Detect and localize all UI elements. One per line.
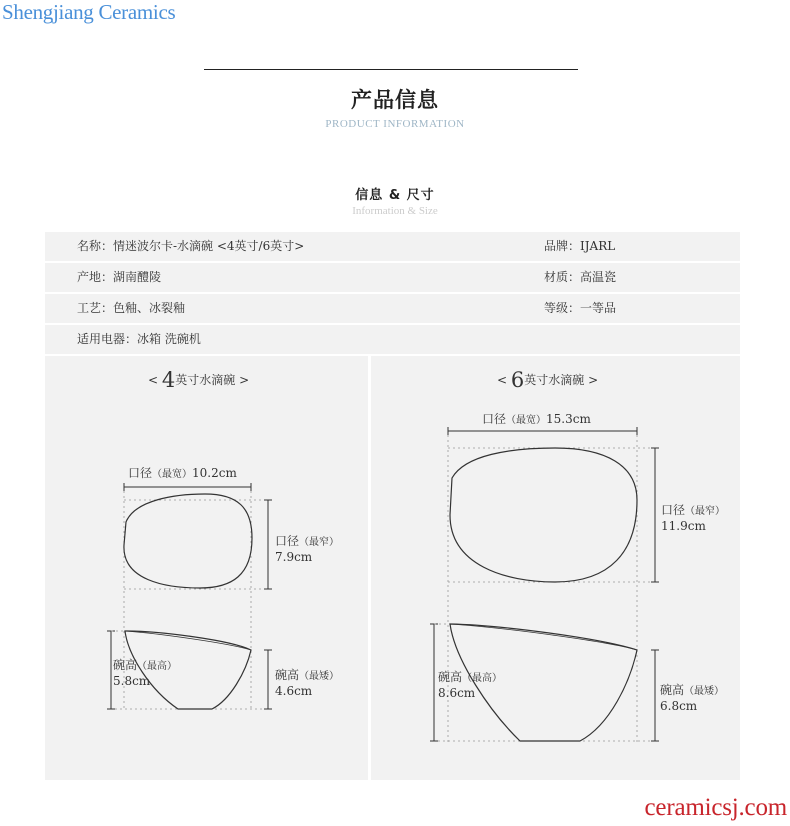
label-4-mouth-wide-note: （最宽）: [152, 469, 193, 480]
label-4-mouth-narrow-note: （最窄）: [299, 537, 340, 548]
label-4-mouth-wide-text: 口径: [128, 466, 153, 480]
label-6-mouth-narrow-value: 11.9cm: [661, 519, 706, 533]
label-6-height-min-note: （最矮）: [684, 686, 725, 697]
label-4-height-max-text: 碗高: [113, 658, 138, 672]
bowl-4-top-view: [124, 494, 252, 588]
label-6-mouth-narrow-note: （最窄）: [685, 506, 726, 517]
page-title: 产品信息: [351, 88, 439, 112]
label-4-mouth-wide-value: 10.2cm: [192, 466, 237, 480]
label-4-mouth-narrow: [275, 534, 339, 564]
watermark-bottom: ceramicsj.com: [644, 794, 787, 821]
section-subtitle: Information & Size: [352, 205, 438, 217]
label-4-mouth-narrow-value: 7.9cm: [275, 550, 313, 564]
label-6-mouth-wide-value: 15.3cm: [546, 412, 591, 426]
label-6-mouth-narrow: [661, 503, 725, 533]
info-brand: 品牌：IJARL: [544, 239, 616, 253]
label-6-mouth-wide-note: （最宽）: [506, 415, 547, 426]
label-4-height-max-note: （最高）: [137, 661, 178, 672]
label-4-height-min-text: 碗高: [275, 668, 300, 682]
label-4-height-max-value: 5.8cm: [113, 674, 151, 688]
label-6-height-max: [438, 670, 502, 700]
label-6-height-max-value: 8.6cm: [438, 686, 476, 700]
size-title-6-prefix: <: [497, 373, 511, 387]
label-6-height-min-text: 碗高: [660, 683, 685, 697]
info-appliances: 适用电器：冰箱 洗碗机: [77, 332, 201, 346]
label-4-mouth-wide: [128, 466, 237, 482]
size-title-4-suffix: 英寸水滴碗 >: [175, 373, 250, 387]
size-title-6-suffix: 英寸水滴碗 >: [524, 373, 599, 387]
info-grade: 等级：一等品: [544, 301, 617, 315]
label-4-height-min: [275, 668, 339, 698]
bowl-6-top-view: [450, 448, 637, 582]
label-6-height-min: [660, 683, 724, 713]
section-title: 信息 & 尺寸: [355, 188, 435, 203]
label-6-height-max-text: 碗高: [438, 670, 463, 684]
label-6-mouth-narrow-text: 口径: [661, 503, 686, 517]
info-origin: 产地：湖南醴陵: [77, 270, 162, 284]
size-title-6-number: 6: [510, 368, 525, 392]
label-4-mouth-narrow-text: 口径: [275, 534, 300, 548]
label-6-mouth-wide: [482, 412, 591, 428]
info-material: 材质：高温瓷: [544, 270, 617, 284]
label-6-height-max-note: （最高）: [462, 673, 503, 684]
size-title-4-prefix: <: [148, 373, 162, 387]
label-6-height-min-value: 6.8cm: [660, 699, 698, 713]
size-title-4-number: 4: [161, 368, 176, 392]
info-name: 名称：情迷波尔卡-水滴碗 <4英寸/6英寸>: [77, 239, 305, 253]
label-6-mouth-wide-text: 口径: [482, 412, 507, 426]
info-craft: 工艺：色釉、冰裂釉: [77, 301, 186, 315]
page-subtitle: PRODUCT INFORMATION: [325, 118, 465, 130]
label-4-height-max: [113, 658, 177, 688]
watermark-top: Shengjiang Ceramics: [2, 0, 176, 24]
size-title-6inch: [497, 368, 598, 392]
label-4-height-min-note: （最矮）: [299, 671, 340, 682]
size-title-4inch: [148, 368, 249, 392]
label-4-height-min-value: 4.6cm: [275, 684, 313, 698]
